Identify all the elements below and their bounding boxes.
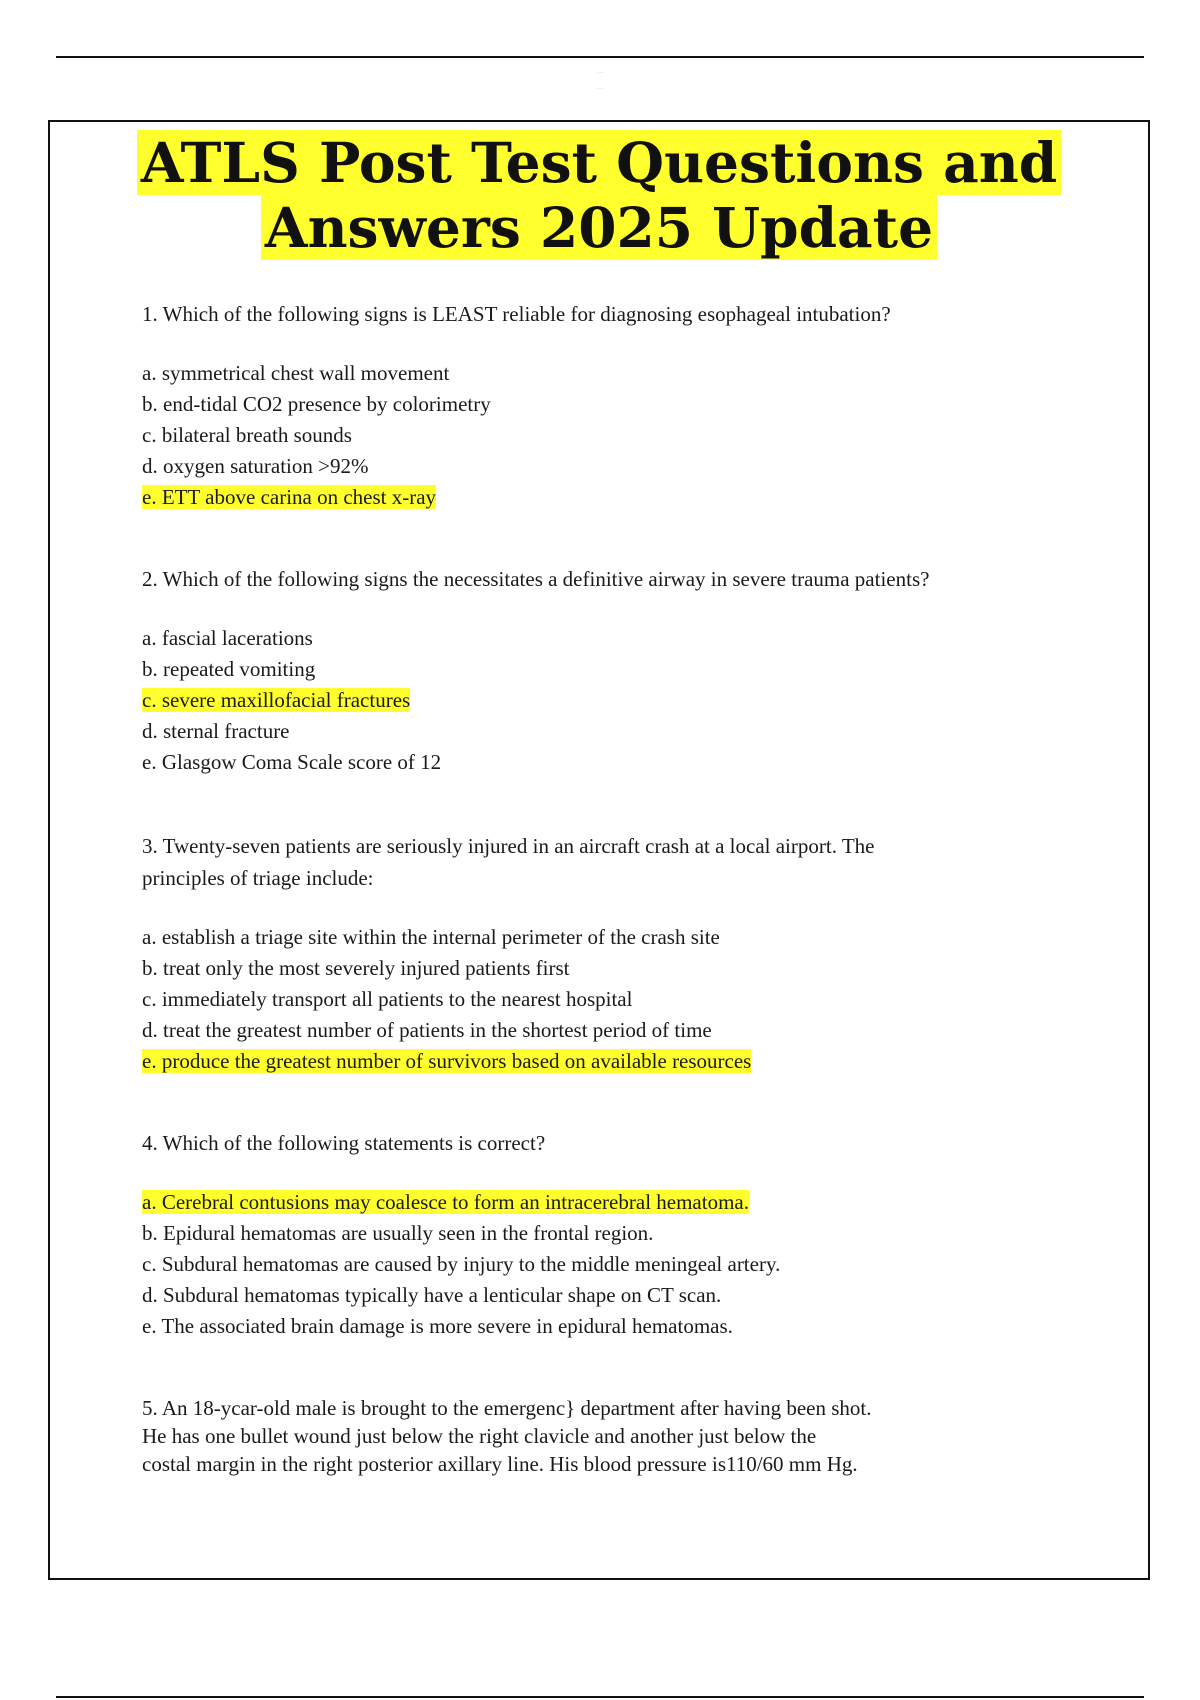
- question-1: [142, 300, 1102, 513]
- option-d: d. treat the greatest number of patients in the shortest period of time: [142, 1018, 712, 1042]
- title-line-2: Answers 2025 Update: [261, 195, 937, 260]
- question-text: 2. Which of the following signs the necessitates a definitive airway in severe trauma patients?: [142, 567, 930, 591]
- option-a: a. establish a triage site within the internal perimeter of the crash site: [142, 925, 720, 949]
- option-c-correct: c. severe maxillofacial fractures: [142, 688, 411, 712]
- option-b: b. repeated vomiting: [142, 657, 316, 681]
- option-b: b. Epidural hematomas are usually seen in the frontal region.: [142, 1221, 654, 1245]
- answer-options: [142, 922, 1102, 1077]
- option-c: c. immediately transport all patients to the nearest hospital: [142, 987, 633, 1011]
- question-text-line-2: principles of triage include:: [142, 866, 374, 890]
- question-text-line-1: 3. Twenty-seven patients are seriously injured in an aircraft crash at a local airport. The: [142, 834, 875, 858]
- header-mark-2: ·····: [596, 86, 604, 91]
- question-2: [142, 565, 1102, 778]
- option-c: c. Subdural hematomas are caused by injury to the middle meningeal artery.: [142, 1252, 781, 1276]
- answer-options: [142, 358, 1102, 513]
- answer-options: [142, 1187, 1102, 1342]
- option-b: b. end-tidal CO2 presence by colorimetry: [142, 392, 491, 416]
- top-rule: [56, 56, 1144, 58]
- option-d: d. sternal fracture: [142, 719, 290, 743]
- document-title: [50, 130, 1148, 260]
- option-e-correct: e. ETT above carina on chest x-ray: [142, 485, 437, 509]
- question-4: [142, 1129, 1102, 1342]
- option-e: e. Glasgow Coma Scale score of 12: [142, 750, 442, 774]
- option-d: d. oxygen saturation >92%: [142, 454, 369, 478]
- bottom-rule: [56, 1696, 1144, 1698]
- question-5: [142, 1394, 1102, 1478]
- option-a: a. symmetrical chest wall movement: [142, 361, 450, 385]
- question-list: [142, 300, 1102, 1540]
- page-frame: [48, 120, 1150, 1580]
- question-text-line-1: 5. An 18-ycar-old male is brought to the emergenc} department after having been shot.: [142, 1396, 872, 1420]
- question-text: 1. Which of the following signs is LEAST reliable for diagnosing esophageal intubation?: [142, 302, 891, 326]
- title-line-1: ATLS Post Test Questions and: [137, 130, 1061, 195]
- option-e: e. The associated brain damage is more severe in epidural hematomas.: [142, 1314, 733, 1338]
- header-mark-1: ·· ···: [596, 70, 604, 75]
- option-b: b. treat only the most severely injured patients first: [142, 956, 570, 980]
- option-c: c. bilateral breath sounds: [142, 423, 352, 447]
- option-a: a. fascial lacerations: [142, 626, 313, 650]
- option-d: d. Subdural hematomas typically have a lenticular shape on CT scan.: [142, 1283, 722, 1307]
- question-text-line-3: costal margin in the right posterior axillary line. His blood pressure is110/60 mm Hg.: [142, 1452, 858, 1476]
- option-e-correct: e. produce the greatest number of survivors based on available resources: [142, 1049, 752, 1073]
- question-text-line-2: He has one bullet wound just below the right clavicle and another just below the: [142, 1424, 817, 1448]
- answer-options: [142, 623, 1102, 778]
- question-text: 4. Which of the following statements is correct?: [142, 1131, 546, 1155]
- option-a-correct: a. Cerebral contusions may coalesce to form an intracerebral hematoma.: [142, 1190, 749, 1214]
- question-3: [142, 832, 1102, 1077]
